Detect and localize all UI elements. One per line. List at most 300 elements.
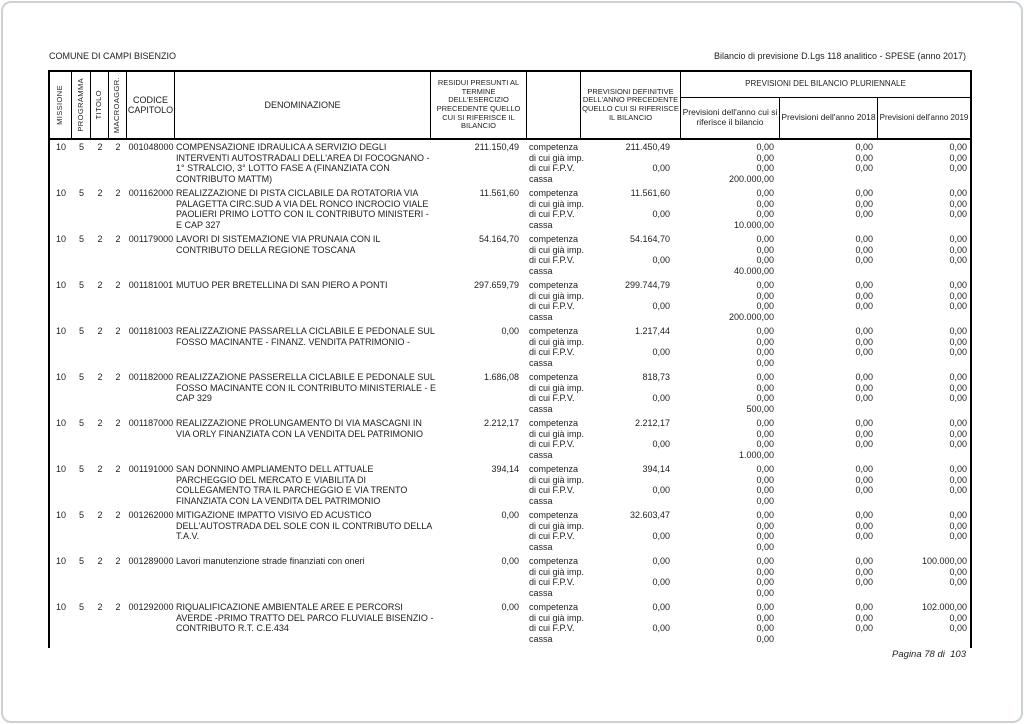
cell-line-labels-line: di cui F.P.V. bbox=[529, 209, 575, 219]
cell-previsioni-2019-line bbox=[878, 634, 970, 645]
cell-residui bbox=[431, 602, 527, 644]
cell-residui bbox=[431, 142, 527, 184]
cell-previsioni-definitive bbox=[581, 234, 681, 276]
cell-previsioni-2019-line: 0,00 bbox=[949, 623, 967, 633]
cell-line-labels-line: di cui già imp. bbox=[529, 428, 585, 439]
cell-previsioni-anno-line: 0,00 bbox=[756, 280, 774, 290]
cell-denominazione-line: T.A.V. bbox=[176, 531, 200, 541]
cell-previsioni-2019-line bbox=[878, 220, 970, 231]
cell-line-labels-line: cassa bbox=[529, 403, 553, 414]
cell-previsioni-2019 bbox=[878, 372, 970, 414]
cell-previsioni-2019-line: 0,00 bbox=[949, 209, 967, 219]
cell-denominazione-line: FOSSO MACINANTE - FINANZ. VENDITA PATRIMONIO - bbox=[176, 336, 411, 347]
cell-previsioni-definitive-line bbox=[581, 634, 681, 645]
cell-previsioni-2019-line: 0,00 bbox=[949, 393, 967, 403]
cell-previsioni-anno-line: 0,00 bbox=[756, 612, 774, 623]
cell-previsioni-2019-line: 0,00 bbox=[949, 428, 967, 439]
cell-denominazione-line: REALIZZAZIONE DI PISTA CICLABILE DA ROTATORIA VIA bbox=[176, 188, 419, 198]
cell-previsioni-2018 bbox=[780, 602, 878, 644]
cell-residui bbox=[431, 556, 527, 598]
cell-codice-capitolo: 001187000 bbox=[128, 418, 174, 428]
cell-previsioni-2018-line bbox=[780, 634, 878, 645]
cell-line-labels-line: di cui già imp. bbox=[529, 382, 585, 393]
cell-denominazione bbox=[175, 464, 431, 506]
cell-previsioni-anno-line: 0,00 bbox=[756, 336, 774, 347]
cell-previsioni-definitive-line bbox=[581, 312, 681, 323]
cell-denominazione-line: AVERDE -PRIMO TRATTO DEL PARCO FLUVIALE BISENZIO - bbox=[176, 612, 434, 623]
cell-previsioni-2018-line: 0,00 bbox=[855, 439, 873, 449]
cell-previsioni-2019-line bbox=[878, 542, 970, 553]
cell-codice-capitolo: 001179000 bbox=[128, 234, 174, 244]
cell-previsioni-2018-line: 0,00 bbox=[855, 577, 873, 587]
col-header-previsioni-anno-riferimento: Previsioni dell'anno cui si riferisce il bilancio bbox=[681, 98, 780, 138]
cell-previsioni-2018-line bbox=[780, 220, 878, 231]
cell-previsioni-anno-line: 200.000,00 bbox=[728, 173, 774, 184]
cell-codice-capitolo: 001262000 bbox=[128, 510, 174, 520]
cell-programma: 5 bbox=[78, 142, 84, 152]
cell-previsioni-definitive-line: 0,00 bbox=[652, 163, 670, 173]
cell-previsioni-anno bbox=[681, 372, 780, 414]
cell-previsioni-definitive bbox=[581, 556, 681, 598]
cell-previsioni-anno-line: 0,00 bbox=[756, 577, 774, 587]
cell-residui bbox=[431, 280, 527, 322]
cell-previsioni-2019-line bbox=[878, 404, 970, 415]
cell-previsioni-definitive-line bbox=[581, 153, 681, 164]
cell-denominazione-line: Lavori manutenzione strade finanziati con oneri bbox=[176, 556, 365, 566]
cell-line-labels-line: cassa bbox=[529, 541, 553, 552]
cell-previsioni-2019 bbox=[878, 142, 970, 184]
cell-denominazione-line: REALIZZAZIONE PASSERELLA CICLABILE E PEDONALE SUL bbox=[176, 372, 435, 382]
table-header bbox=[48, 70, 972, 140]
cell-titolo: 2 bbox=[97, 464, 103, 474]
cell-codice-capitolo: 001162000 bbox=[128, 188, 174, 198]
cell-line-labels-line: competenza bbox=[529, 556, 579, 566]
cell-previsioni-2018-line: 0,00 bbox=[855, 326, 873, 336]
cell-line-labels-line: di cui già imp. bbox=[529, 612, 585, 623]
cell-previsioni-definitive-line: 0,00 bbox=[652, 556, 670, 566]
cell-titolo: 2 bbox=[97, 234, 103, 244]
cell-previsioni-2018-line bbox=[780, 588, 878, 599]
cell-titolo: 2 bbox=[97, 326, 103, 336]
cell-missione: 10 bbox=[55, 418, 66, 428]
cell-previsioni-definitive-line bbox=[581, 358, 681, 369]
cell-line-labels-line: di cui F.P.V. bbox=[529, 577, 575, 587]
col-header-denominazione: DENOMINAZIONE bbox=[175, 72, 431, 138]
cell-residui bbox=[431, 234, 527, 276]
cell-titolo: 2 bbox=[97, 510, 103, 520]
cell-programma: 5 bbox=[78, 418, 84, 428]
cell-previsioni-2018-line bbox=[780, 404, 878, 415]
cell-previsioni-2019-line: 0,00 bbox=[949, 163, 967, 173]
cell-previsioni-definitive-line bbox=[581, 567, 681, 578]
cell-denominazione bbox=[175, 602, 434, 644]
cell-previsioni-2018-line: 0,00 bbox=[855, 531, 873, 541]
cell-previsioni-2019 bbox=[878, 326, 970, 368]
cell-previsioni-definitive-line: 1.217,44 bbox=[634, 326, 670, 336]
cell-programma: 5 bbox=[78, 464, 84, 474]
cell-denominazione-line: LAVORI DI SISTEMAZIONE VIA PRUNAIA CON IL bbox=[176, 234, 381, 244]
cell-previsioni-2019-line: 0,00 bbox=[949, 347, 967, 357]
cell-denominazione-line: COLLEGAMENTO TRA IL PARCHEGGIO E VIA TRENTO bbox=[176, 485, 408, 495]
cell-missione: 10 bbox=[55, 464, 66, 474]
col-header-missione bbox=[50, 72, 72, 138]
cell-titolo: 2 bbox=[97, 280, 103, 290]
cell-programma: 5 bbox=[78, 280, 84, 290]
cell-residui-line: 0,00 bbox=[501, 510, 519, 520]
cell-previsioni-definitive-line bbox=[581, 521, 681, 532]
cell-previsioni-2019-line bbox=[878, 266, 970, 277]
cell-programma: 5 bbox=[78, 602, 84, 612]
cell-line-labels-line: cassa bbox=[529, 265, 553, 276]
cell-denominazione-line: SAN DONNINO AMPLIAMENTO DELL ATTUALE bbox=[176, 464, 374, 474]
cell-residui-line: 0,00 bbox=[501, 602, 519, 612]
cell-previsioni-definitive-line: 0,00 bbox=[652, 531, 670, 541]
cell-line-labels-line: di cui F.P.V. bbox=[529, 255, 575, 265]
cell-line-labels-line: competenza bbox=[529, 602, 579, 612]
cell-macroaggr: 2 bbox=[115, 372, 121, 382]
cell-missione: 10 bbox=[55, 326, 66, 336]
cell-previsioni-2019-line: 0,00 bbox=[949, 485, 967, 495]
cell-previsioni-anno bbox=[681, 602, 780, 644]
cell-line-labels-line: cassa bbox=[529, 633, 553, 644]
cell-missione: 10 bbox=[55, 372, 66, 382]
cell-codice-capitolo: 001292000 bbox=[128, 602, 174, 612]
cell-previsioni-2019-line: 0,00 bbox=[949, 198, 967, 209]
cell-previsioni-2019-line bbox=[878, 174, 970, 185]
cell-previsioni-2018-line: 0,00 bbox=[855, 464, 873, 474]
cell-missione: 10 bbox=[55, 556, 66, 566]
cell-programma: 5 bbox=[78, 326, 84, 336]
cell-previsioni-2018 bbox=[780, 372, 878, 414]
cell-denominazione-line: FOSSO MACINANTE CON IL CONTRIBUTO MINISTERIALE - E bbox=[176, 382, 437, 393]
cell-titolo: 2 bbox=[97, 556, 103, 566]
cell-line-labels-line: competenza bbox=[529, 280, 579, 290]
cell-line-labels-line: competenza bbox=[529, 418, 579, 428]
cell-previsioni-definitive-line: 2.212,17 bbox=[634, 418, 670, 428]
cell-denominazione-line: DELL'AUTOSTRADA DEL SOLE CON IL CONTRIBUTO DELLA bbox=[176, 520, 433, 531]
cell-previsioni-definitive-line bbox=[581, 266, 681, 277]
cell-previsioni-2019-line: 0,00 bbox=[949, 439, 967, 449]
cell-line-labels-line: di cui F.P.V. bbox=[529, 439, 575, 449]
table-row bbox=[50, 510, 970, 556]
cell-previsioni-2018-line bbox=[780, 312, 878, 323]
cell-previsioni-2018-line: 0,00 bbox=[855, 301, 873, 311]
cell-previsioni-2019-line: 0,00 bbox=[949, 464, 967, 474]
cell-previsioni-2018-line: 0,00 bbox=[855, 188, 873, 198]
cell-previsioni-anno-line: 0,00 bbox=[756, 464, 774, 474]
cell-codice-capitolo: 001181001 bbox=[128, 280, 174, 290]
col-header-line-labels-empty bbox=[527, 72, 581, 138]
col-header-previsioni-pluriennale-group: PREVISIONI DEL BILANCIO PLURIENNALE bbox=[681, 72, 970, 98]
budget-table bbox=[48, 70, 972, 648]
cell-previsioni-anno bbox=[681, 142, 780, 184]
cell-line-labels-line: di cui F.P.V. bbox=[529, 531, 575, 541]
cell-residui bbox=[431, 418, 527, 460]
cell-titolo: 2 bbox=[97, 418, 103, 428]
cell-previsioni-definitive bbox=[581, 326, 681, 368]
cell-missione: 10 bbox=[55, 234, 66, 244]
cell-previsioni-definitive bbox=[581, 418, 681, 460]
cell-previsioni-definitive bbox=[581, 602, 681, 644]
cell-previsioni-2019-line: 0,00 bbox=[949, 244, 967, 255]
cell-previsioni-anno-line: 0,00 bbox=[756, 556, 774, 566]
cell-denominazione-line: FINANZIATA CON LA VENDITA DEL PATRIMONIO bbox=[176, 495, 381, 506]
cell-line-labels-line: di cui già imp. bbox=[529, 290, 585, 301]
cell-previsioni-2018 bbox=[780, 142, 878, 184]
cell-previsioni-2018-line: 0,00 bbox=[855, 612, 873, 623]
table-row bbox=[50, 372, 970, 418]
cell-previsioni-definitive-line bbox=[581, 613, 681, 624]
cell-previsioni-definitive-line bbox=[581, 404, 681, 415]
cell-denominazione-line: CONTRIBUTO MATTM) bbox=[176, 173, 273, 184]
cell-previsioni-2018-line: 0,00 bbox=[855, 602, 873, 612]
cell-previsioni-anno-line: 0,00 bbox=[756, 485, 774, 495]
cell-previsioni-2018-line: 0,00 bbox=[855, 255, 873, 265]
cell-macroaggr: 2 bbox=[115, 234, 121, 244]
cell-line-labels-line: competenza bbox=[529, 372, 579, 382]
cell-previsioni-2018-line: 0,00 bbox=[855, 198, 873, 209]
cell-previsioni-anno-line: 0,00 bbox=[756, 357, 774, 368]
cell-previsioni-definitive-line: 0,00 bbox=[652, 623, 670, 633]
cell-previsioni-2019-line: 0,00 bbox=[949, 577, 967, 587]
col-header-programma bbox=[72, 72, 91, 138]
cell-codice-capitolo: 001289000 bbox=[128, 556, 174, 566]
cell-missione: 10 bbox=[55, 280, 66, 290]
cell-line-labels-line: cassa bbox=[529, 587, 553, 598]
cell-denominazione-line: CONTRIBUTO R.T. C.E.434 bbox=[176, 623, 289, 633]
cell-missione: 10 bbox=[55, 142, 66, 152]
cell-previsioni-definitive-line bbox=[581, 220, 681, 231]
cell-denominazione-line: MITIGAZIONE IMPATTO VISIVO ED ACUSTICO bbox=[176, 510, 372, 520]
col-header-codice-capitolo: CODICE CAPITOLO bbox=[127, 72, 175, 138]
cell-line-labels-line: di cui già imp. bbox=[529, 566, 585, 577]
cell-previsioni-2018 bbox=[780, 464, 878, 506]
cell-line-labels bbox=[527, 326, 585, 368]
cell-residui bbox=[431, 188, 527, 230]
cell-line-labels-line: di cui F.P.V. bbox=[529, 301, 575, 311]
cell-previsioni-definitive-line: 0,00 bbox=[652, 439, 670, 449]
cell-line-labels bbox=[527, 510, 585, 552]
cell-line-labels-line: cassa bbox=[529, 357, 553, 368]
cell-previsioni-2018 bbox=[780, 326, 878, 368]
cell-previsioni-2019 bbox=[878, 188, 970, 230]
cell-codice-capitolo: 001191000 bbox=[128, 464, 174, 474]
cell-previsioni-anno-line: 0,00 bbox=[756, 393, 774, 403]
col-header-macroaggr-label: MACROAGGR. bbox=[112, 76, 122, 134]
cell-previsioni-2018 bbox=[780, 510, 878, 552]
cell-previsioni-2019-line: 0,00 bbox=[949, 152, 967, 163]
cell-denominazione bbox=[175, 418, 431, 460]
cell-previsioni-anno-line: 0,00 bbox=[756, 152, 774, 163]
cell-previsioni-2019 bbox=[878, 556, 970, 598]
cell-previsioni-anno bbox=[681, 326, 780, 368]
table-row bbox=[50, 188, 970, 234]
cell-missione: 10 bbox=[55, 510, 66, 520]
cell-previsioni-2019-line: 0,00 bbox=[949, 566, 967, 577]
cell-previsioni-anno-line: 0,00 bbox=[756, 566, 774, 577]
cell-previsioni-definitive-line: 11.561,60 bbox=[630, 188, 670, 198]
cell-previsioni-2019-line: 100.000,00 bbox=[921, 556, 967, 566]
cell-line-labels bbox=[527, 556, 585, 598]
cell-macroaggr: 2 bbox=[115, 280, 121, 290]
cell-previsioni-anno-line: 0,00 bbox=[756, 474, 774, 485]
cell-residui-line: 297.659,79 bbox=[473, 280, 519, 290]
cell-previsioni-2019-line: 0,00 bbox=[949, 234, 967, 244]
cell-line-labels bbox=[527, 234, 585, 276]
cell-previsioni-definitive-line: 818,73 bbox=[642, 372, 670, 382]
cell-codice-capitolo: 001182000 bbox=[128, 372, 174, 382]
col-header-previsioni-2019: Previsioni dell'anno 2019 bbox=[879, 113, 969, 123]
cell-previsioni-2019-line: 0,00 bbox=[949, 612, 967, 623]
cell-missione: 10 bbox=[55, 188, 66, 198]
cell-previsioni-2018 bbox=[780, 418, 878, 460]
cell-residui-line: 394,14 bbox=[491, 464, 519, 474]
cell-previsioni-2019-line: 0,00 bbox=[949, 188, 967, 198]
cell-previsioni-2018-line: 0,00 bbox=[855, 142, 873, 152]
cell-programma: 5 bbox=[78, 234, 84, 244]
cell-previsioni-anno bbox=[681, 510, 780, 552]
cell-previsioni-anno-line: 0,00 bbox=[756, 301, 774, 311]
cell-previsioni-2019-line bbox=[878, 588, 970, 599]
cell-denominazione-line: 1° STRALCIO, 3° LOTTO FASE A (FINANZIATA CON bbox=[176, 163, 390, 173]
table-row bbox=[50, 142, 970, 188]
cell-previsioni-2018-line: 0,00 bbox=[855, 152, 873, 163]
cell-residui-line: 0,00 bbox=[501, 556, 519, 566]
cell-titolo: 2 bbox=[97, 602, 103, 612]
cell-previsioni-2018-line: 0,00 bbox=[855, 347, 873, 357]
cell-previsioni-2019-line: 0,00 bbox=[949, 290, 967, 301]
cell-denominazione-line: PARCHEGGIO DEL MERCATO E VIABILITA DI bbox=[176, 474, 367, 485]
cell-previsioni-anno-line: 0,00 bbox=[756, 495, 774, 506]
cell-previsioni-definitive-line: 299.744,79 bbox=[624, 280, 670, 290]
cell-previsioni-definitive-line bbox=[581, 174, 681, 185]
cell-previsioni-2018 bbox=[780, 556, 878, 598]
cell-previsioni-anno-line: 0,00 bbox=[756, 142, 774, 152]
cell-previsioni-2019-line: 0,00 bbox=[949, 142, 967, 152]
cell-denominazione bbox=[175, 188, 431, 230]
cell-previsioni-2019 bbox=[878, 510, 970, 552]
cell-denominazione bbox=[175, 234, 431, 276]
cell-macroaggr: 2 bbox=[115, 464, 121, 474]
cell-line-labels-line: di cui già imp. bbox=[529, 474, 585, 485]
cell-previsioni-definitive-line: 0,00 bbox=[652, 209, 670, 219]
cell-residui-line: 54.164,70 bbox=[478, 234, 519, 244]
cell-denominazione-line: RIQUALIFICAZIONE AMBIENTALE AREE E PERCORSI bbox=[176, 602, 403, 612]
table-row bbox=[50, 418, 970, 464]
cell-previsioni-2019 bbox=[878, 418, 970, 460]
cell-previsioni-2019-line: 0,00 bbox=[949, 255, 967, 265]
table-row bbox=[50, 464, 970, 510]
cell-line-labels bbox=[527, 188, 585, 230]
cell-denominazione-line: MUTUO PER BRETELLINA DI SAN PIERO A PONTI bbox=[176, 280, 388, 290]
cell-line-labels-line: di cui F.P.V. bbox=[529, 485, 575, 495]
cell-previsioni-anno-line: 1.000,00 bbox=[738, 449, 774, 460]
cell-previsioni-definitive-line: 0,00 bbox=[652, 577, 670, 587]
cell-programma: 5 bbox=[78, 510, 84, 520]
cell-macroaggr: 2 bbox=[115, 188, 121, 198]
cell-previsioni-2018-line: 0,00 bbox=[855, 520, 873, 531]
cell-previsioni-anno-line: 0,00 bbox=[756, 510, 774, 520]
cell-previsioni-anno-line: 0,00 bbox=[756, 244, 774, 255]
cell-denominazione-line: VIA ORLY FINANZIATA CON LA VENDITA DEL PATRIMONIO bbox=[176, 428, 424, 439]
cell-previsioni-definitive bbox=[581, 188, 681, 230]
cell-previsioni-2019-line bbox=[878, 358, 970, 369]
cell-denominazione-line: REALIZZAZIONE PASSARELLA CICLABILE E PEDONALE SUL bbox=[176, 326, 435, 336]
cell-previsioni-definitive-line bbox=[581, 291, 681, 302]
cell-previsioni-anno-line: 0,00 bbox=[756, 633, 774, 644]
cell-programma: 5 bbox=[78, 188, 84, 198]
cell-previsioni-anno bbox=[681, 464, 780, 506]
cell-previsioni-2018-line: 0,00 bbox=[855, 485, 873, 495]
col-header-residui-presunti: RESIDUI PRESUNTI AL TERMINE DELL'ESERCIZIO PRECEDENTE QUELLO CUI SI RIFERISCE IL BILANCIO bbox=[431, 72, 527, 138]
cell-previsioni-2018-line: 0,00 bbox=[855, 418, 873, 428]
cell-previsioni-2018-line bbox=[780, 358, 878, 369]
cell-previsioni-anno-line: 0,00 bbox=[756, 255, 774, 265]
cell-residui bbox=[431, 326, 527, 368]
col-header-programma-label: PROGRAMMA bbox=[75, 78, 85, 132]
cell-previsioni-2019-line: 0,00 bbox=[949, 531, 967, 541]
cell-line-labels-line: competenza bbox=[529, 234, 579, 244]
cell-previsioni-anno-line: 0,00 bbox=[756, 326, 774, 336]
cell-denominazione-line: E CAP 327 bbox=[176, 219, 221, 230]
cell-macroaggr: 2 bbox=[115, 602, 121, 612]
cell-previsioni-2018 bbox=[780, 188, 878, 230]
cell-line-labels bbox=[527, 464, 585, 506]
cell-missione: 10 bbox=[55, 602, 66, 612]
cell-previsioni-2018-line: 0,00 bbox=[855, 510, 873, 520]
col-header-titolo bbox=[91, 72, 109, 138]
cell-line-labels bbox=[527, 142, 585, 184]
cell-line-labels-line: competenza bbox=[529, 326, 579, 336]
cell-previsioni-2019-line: 0,00 bbox=[949, 510, 967, 520]
cell-codice-capitolo: 001048000 bbox=[128, 142, 174, 152]
cell-previsioni-anno bbox=[681, 556, 780, 598]
cell-previsioni-anno-line: 0,00 bbox=[756, 347, 774, 357]
document-title-left: COMUNE DI CAMPI BISENZIO bbox=[49, 51, 177, 61]
cell-previsioni-definitive-line bbox=[581, 429, 681, 440]
cell-macroaggr: 2 bbox=[115, 326, 121, 336]
cell-previsioni-anno-line: 0,00 bbox=[756, 418, 774, 428]
cell-previsioni-anno-line: 200.000,00 bbox=[728, 311, 774, 322]
cell-line-labels bbox=[527, 602, 585, 644]
cell-previsioni-definitive bbox=[581, 464, 681, 506]
cell-previsioni-anno-line: 0,00 bbox=[756, 520, 774, 531]
table-row bbox=[50, 556, 970, 602]
cell-line-labels-line: cassa bbox=[529, 173, 553, 184]
cell-denominazione-line: PAOLIERI PRIMO LOTTO CON IL CONTRIBUTO MINISTERI - bbox=[176, 209, 429, 219]
cell-line-labels-line: competenza bbox=[529, 188, 579, 198]
cell-previsioni-definitive-line: 394,14 bbox=[642, 464, 670, 474]
cell-previsioni-definitive bbox=[581, 142, 681, 184]
cell-line-labels-line: di cui F.P.V. bbox=[529, 393, 575, 403]
cell-previsioni-anno-line: 0,00 bbox=[756, 209, 774, 219]
cell-previsioni-2018-line: 0,00 bbox=[855, 244, 873, 255]
cell-previsioni-2018-line: 0,00 bbox=[855, 209, 873, 219]
cell-line-labels-line: di cui F.P.V. bbox=[529, 163, 575, 173]
cell-previsioni-definitive-line: 0,00 bbox=[652, 347, 670, 357]
cell-line-labels-line: di cui già imp. bbox=[529, 244, 585, 255]
cell-previsioni-anno-line: 0,00 bbox=[756, 541, 774, 552]
cell-previsioni-definitive-line: 211.450,49 bbox=[625, 142, 670, 152]
cell-previsioni-definitive-line bbox=[581, 588, 681, 599]
cell-previsioni-2018-line: 0,00 bbox=[855, 428, 873, 439]
cell-previsioni-anno-line: 0,00 bbox=[756, 623, 774, 633]
cell-line-labels bbox=[527, 372, 585, 414]
table-row bbox=[50, 326, 970, 372]
table-row bbox=[50, 280, 970, 326]
cell-line-labels-line: di cui F.P.V. bbox=[529, 347, 575, 357]
cell-previsioni-definitive-line bbox=[581, 337, 681, 348]
